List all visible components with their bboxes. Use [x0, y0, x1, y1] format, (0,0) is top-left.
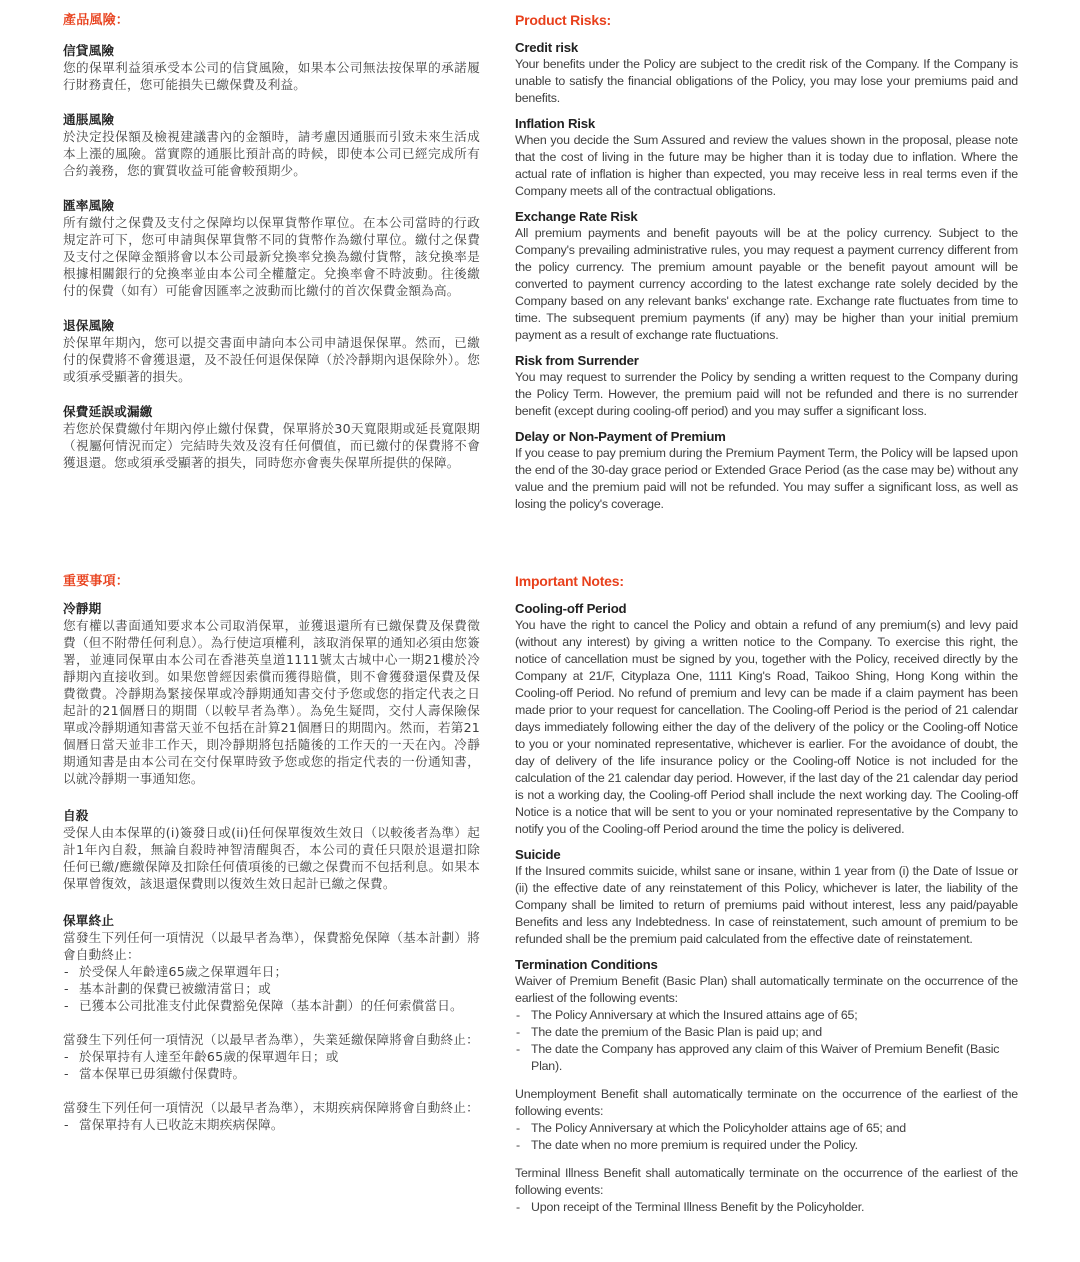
en-delay-premium-heading: Delay or Non-Payment of Premium: [515, 429, 726, 444]
zh-suicide-text: 受保人由本保單的(i)簽發日或(ii)任何保單復效生效日（以較後者為準）起計1年內自殺，無論自殺時神智清醒與否，本公司的責任只限於退還扣除任何已繳/應繳保障及扣除任何債項後的已繳之保費而不包括利息。如果本保單曾復效，該退還保費則以復效生效日起計已繳之保費。: [63, 825, 480, 891]
en-cooling-heading: Cooling-off Period: [515, 601, 627, 616]
en-inflation-risk: [515, 115, 1018, 200]
zh-cooling-heading: 冷靜期: [63, 601, 102, 616]
en-credit-risk: [515, 39, 1018, 107]
en-p3-list: [515, 1199, 1018, 1216]
en-p2-list: [515, 1120, 1018, 1154]
zh-termination: [63, 912, 480, 1133]
zh-suicide: [63, 807, 480, 892]
en-credit-risk-text: Your benefits under the Policy are subject to the credit risk of the Company. If the Company is unable to satisfy the financial obligations of the Policy, you may lose your premiums paid and benefits.: [515, 57, 1018, 105]
zh-inflation-risk-text: 於決定投保額及檢視建議書內的金額時，請考慮因通脹而引致未來生活成本上漲的風險。當實際的通脹比預計高的時候，即使本公司已經完成所有合約義務，您的實質收益可能會較預期少。: [63, 129, 480, 178]
zh-p2-intro: 當發生下列任何一項情況（以最早者為準），失業延繳保障將會自動終止：: [63, 1032, 479, 1047]
list-item: - The Policy Anniversary at which the Insured attains age of 65;: [515, 1007, 1018, 1024]
list-item: - 於保單持有人達至年齡65歲的保單週年日；或: [63, 1048, 480, 1065]
zh-surrender-risk: [63, 317, 480, 385]
list-item: - The Policy Anniversary at which the Policyholder attains age of 65; and: [515, 1120, 1018, 1137]
en-p2-intro: Unemployment Benefit shall automatically terminate on the occurrence of the earliest of the following events:: [515, 1087, 1018, 1118]
en-p1-intro: Waiver of Premium Benefit (Basic Plan) shall automatically terminate on the occurrence of the earliest of the following events:: [515, 974, 1018, 1005]
en-exchange-risk-text: All premium payments and benefit payouts will be at the policy currency. Subject to the Company's prevailing administrative rules, you may request a payment currency different from the policy currency. The premium amount payable or the benefit payout amount will be converted to payment currency according to the latest exchange rate solely decided by the Company based on any relevant banks' exchange rate. Exchange rate fluctuates from time to time. The subsequent premium payments (if any) may be higher than your initial premium payment as a result of exchange rate fluctuations.: [515, 226, 1018, 342]
zh-product-risks: [63, 12, 480, 471]
en-suicide-text: If the Insured commits suicide, whilst sane or insane, within 1 year from (i) the Date of Issue or (ii) the effective date of any reinstatement of this Policy, whichever is later, the liability of the Company shall be limited to return of premiums paid without interest, less any paid/payable Benefits and less any Indebtedness. In case of reinstatement, such amount of premium to be refunded shall be the premium paid calculated from the effective date of reinstatement.: [515, 864, 1018, 946]
zh-suicide-heading: 自殺: [63, 808, 89, 823]
en-termination-heading: Termination Conditions: [515, 957, 658, 972]
en-surrender-risk: [515, 352, 1018, 420]
zh-credit-risk-heading: 信貸風險: [63, 43, 115, 58]
zh-p3-list: [63, 1116, 480, 1133]
list-item: - 已獲本公司批准支付此保費豁免保障（基本計劃）的任何索償當日。: [63, 997, 480, 1014]
en-inflation-risk-heading: Inflation Risk: [515, 116, 595, 131]
en-suicide: [515, 846, 1018, 948]
en-risks-title: Product Risks:: [515, 12, 611, 28]
zh-exchange-risk: [63, 197, 480, 299]
zh-cooling-off: [63, 600, 480, 787]
zh-inflation-risk-heading: 通脹風險: [63, 112, 115, 127]
en-surrender-risk-heading: Risk from Surrender: [515, 353, 639, 368]
zh-delay-premium-heading: 保費延誤或漏繳: [63, 404, 153, 419]
zh-p3-intro: 當發生下列任何一項情況（以最早者為準），末期疾病保障將會自動終止：: [63, 1100, 479, 1115]
en-cooling-off: [515, 600, 1018, 838]
zh-p1-list: [63, 963, 480, 1014]
en-delay-premium: [515, 428, 1018, 513]
en-notes-title: Important Notes:: [515, 573, 624, 589]
en-delay-premium-text: If you cease to pay premium during the Premium Payment Term, the Policy will be lapsed upon the end of the 30-day grace period or Extended Grace Period (as the case may be) without any value and the premium paid will not be refunded. You may suffer a significant loss, as well as losing the policy's coverage.: [515, 446, 1018, 511]
en-important-notes: [515, 573, 1018, 1216]
en-p1-list: [515, 1007, 1018, 1075]
list-item: - 當本保單已毋須繳付保費時。: [63, 1065, 480, 1082]
zh-surrender-risk-heading: 退保風險: [63, 318, 115, 333]
en-exchange-risk: [515, 208, 1018, 344]
zh-termination-heading: 保單終止: [63, 913, 115, 928]
zh-p1-intro: 當發生下列任何一項情況（以最早者為準），保費豁免保障（基本計劃）將會自動終止：: [63, 930, 480, 962]
zh-delay-premium-text: 若您於保費繳付年期內停止繳付保費，保單將於30天寬限期或延長寬限期（視屬何情況而定）完結時失效及沒有任何價值，而已繳付的保費將不會獲退還。您或須承受顯著的損失，同時您亦會喪失保單所提供的保障。: [63, 421, 480, 470]
list-item: - 於受保人年齡達65歲之保單週年日；: [63, 963, 480, 980]
list-item: - The date the premium of the Basic Plan is paid up; and: [515, 1024, 1018, 1041]
list-item: - 基本計劃的保費已被繳清當日；或: [63, 980, 480, 997]
en-credit-risk-heading: Credit risk: [515, 40, 579, 55]
zh-delay-premium: [63, 403, 480, 471]
zh-credit-risk: [63, 42, 480, 93]
zh-p2-list: [63, 1048, 480, 1082]
list-item: - The date the Company has approved any claim of this Waiver of Premium Benefit (Basic Plan).: [515, 1041, 1018, 1075]
list-item: - 當保單持有人已收訖末期疾病保障。: [63, 1116, 480, 1133]
en-inflation-risk-text: When you decide the Sum Assured and review the values shown in the proposal, please note that the cost of living in the future may be higher than it is today due to inflation. Where the actual rate of inflation is higher than expected, you may receive less in real terms even if the Company meets all of the contractual obligations.: [515, 133, 1018, 198]
zh-surrender-risk-text: 於保單年期內，您可以提交書面申請向本公司申請退保保單。然而，已繳付的保費將不會獲退還，及不設任何退保保障（於冷靜期內退保除外）。您或須承受顯著的損失。: [63, 335, 480, 384]
zh-risks-title: 產品風險：: [63, 13, 130, 28]
zh-exchange-risk-text: 所有繳付之保費及支付之保障均以保單貨幣作單位。在本公司當時的行政規定許可下，您可申請與保單貨幣不同的貨幣作為繳付單位。繳付之保費及支付之保障金額將會以本公司最新兌換率兌換為繳付貨幣，該兌換率是根據相關銀行的兌換率並由本公司全權釐定。兌換率會不時波動。往後繳付的保費（如有）可能會因匯率之波動而比繳付的首次保費金額為高。: [63, 215, 480, 298]
list-item: - The date when no more premium is required under the Policy.: [515, 1137, 1018, 1154]
zh-exchange-risk-heading: 匯率風險: [63, 198, 115, 213]
zh-inflation-risk: [63, 111, 480, 179]
list-item: - Upon receipt of the Terminal Illness Benefit by the Policyholder.: [515, 1199, 1018, 1216]
en-p3-intro: Terminal Illness Benefit shall automatically terminate on the occurrence of the earliest of the following events:: [515, 1166, 1018, 1197]
en-cooling-text: You have the right to cancel the Policy and obtain a refund of any premium(s) and levy paid (without any interest) by giving a written notice to the Company. To exercise this right, the notice of cancellation must be signed by you, together with the Policy, received directly by the Company at 21/F, Cityplaza One, 1111 King's Road, Taikoo Shing, Hong Kong within the Cooling-off Period. No refund of premium and levy can be made if a claim payment has been made prior to your request for cancellation. The Cooling-off Period is the period of 21 calendar days immediately following either the day of the delivery of the policy or the Cooling-off Notice to you or your nominated representative, whichever is earlier. For the avoidance of doubt, the day of delivery of the life insurance policy or the Cooling-off Notice is not included for the calculation of the 21 calendar day period. However, if the last day of the 21 calendar day period is not a working day, the Cooling-off Period shall include the next working day. The Cooling-off Notice is a notice that will be sent to you or your nominated representative by the Company to notify you of the Cooling-off Period around the time the policy is delivered.: [515, 618, 1018, 836]
en-suicide-heading: Suicide: [515, 847, 561, 862]
en-surrender-risk-text: You may request to surrender the Policy by sending a written request to the Company during the Policy Term. However, the premium paid will not be refunded and there is no surrender benefit (except during cooling-off period) and you may suffer a significant loss.: [515, 370, 1018, 418]
zh-notes-title: 重要事項：: [63, 574, 130, 589]
zh-credit-risk-text: 您的保單利益須承受本公司的信貸風險，如果本公司無法按保單的承諾履行財務責任，您可能損失已繳保費及利益。: [63, 60, 480, 92]
en-product-risks: [515, 12, 1018, 513]
en-exchange-risk-heading: Exchange Rate Risk: [515, 209, 638, 224]
zh-cooling-text: 您有權以書面通知要求本公司取消保單，並獲退還所有已繳保費及保費徵費（但不附帶任何利息）。為行使這項權利，該取消保單的通知必須由您簽署，並連同保單由本公司在香港英皇道1111號太古城中心一期21樓於冷靜期內直接收到。如果您曾經因索償而獲得賠償，則不會獲發還保費及保費徵費。冷靜期為緊接保單或冷靜期通知書交付予您或您的指定代表之日起計的21個曆日的期間（以較早者為準）。為免生疑問，交付人壽保險保單或冷靜期通知書當天並不包括在計算21個曆日的期間內。然而，若第21個曆日當天並非工作天，則冷靜期將包括隨後的工作天的一天在內。冷靜期通知書是由本公司在交付保單時致予您或您的指定代表的一份通知書，以就冷靜期一事通知您。: [63, 618, 480, 786]
en-termination: [515, 956, 1018, 1216]
zh-important-notes: [63, 573, 480, 1133]
